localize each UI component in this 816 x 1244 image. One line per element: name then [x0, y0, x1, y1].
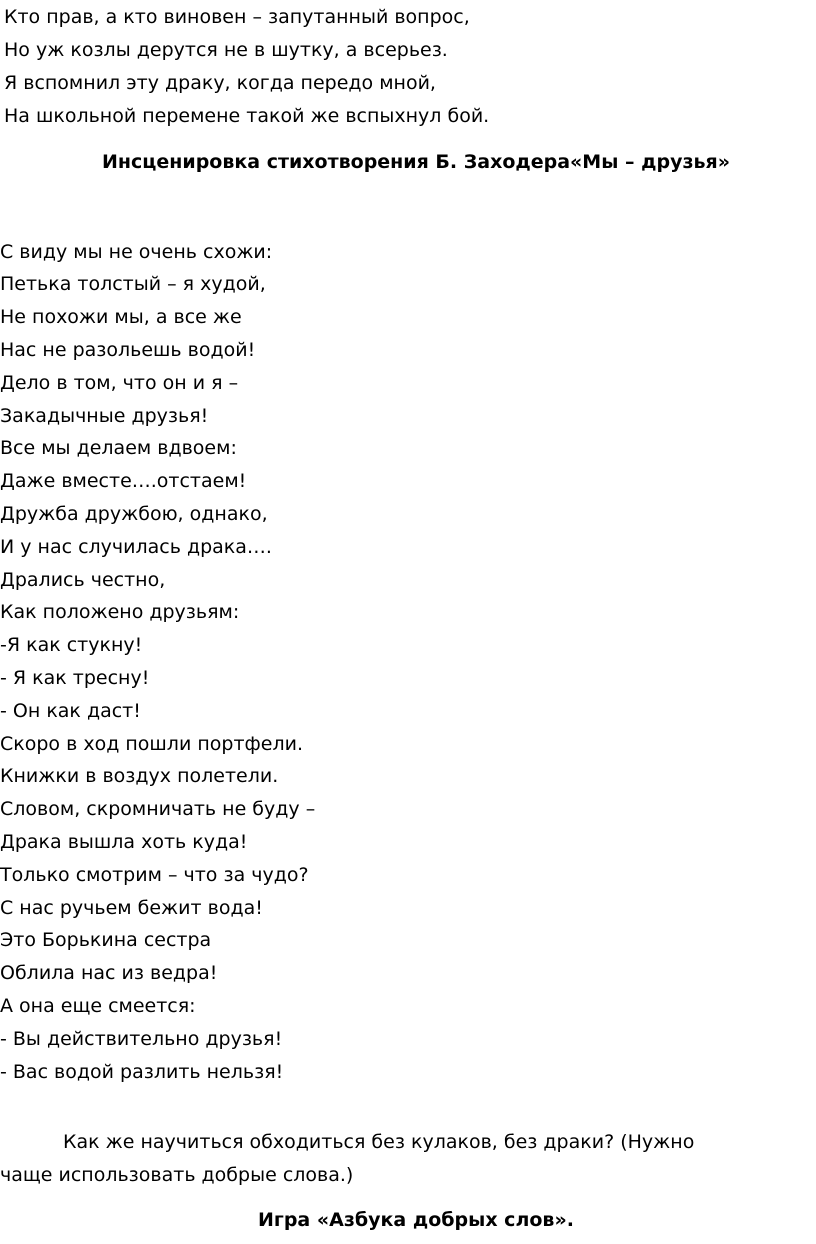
intro-line: Но уж козлы дерутся не в шутку, а всерьез.	[4, 39, 448, 61]
poem-line: - Вы действительно друзья!	[0, 1028, 283, 1050]
poem-line: - Он как даст!	[0, 700, 141, 722]
poem-line: Облила нас из ведра!	[0, 962, 218, 984]
poem-line: Это Борькина сестра	[0, 929, 212, 951]
poem-line: С нас ручьем бежит вода!	[0, 897, 263, 919]
poem-line: Нас не разольешь водой!	[0, 339, 256, 361]
poem-line: Закадычные друзья!	[0, 405, 209, 427]
poem-line: А она еще смеется:	[0, 995, 196, 1017]
question-line: Как же научиться обходиться без кулаков, без драки? (Нужно	[63, 1131, 695, 1153]
poem-line: Дружба дружбою, однако,	[0, 503, 268, 525]
intro-line: Кто прав, а кто виновен – запутанный вопрос,	[4, 6, 470, 28]
poem-line: Словом, скромничать не буду –	[0, 798, 316, 820]
poem-line: Петька толстый – я худой,	[0, 273, 266, 295]
poem-line: Не похожи мы, а все же	[0, 306, 242, 328]
poem-line: Скоро в ход пошли портфели.	[0, 733, 303, 755]
intro-line: На школьной перемене такой же вспыхнул бой.	[4, 105, 490, 127]
poem-line: Только смотрим – что за чудо?	[0, 864, 309, 886]
question-line: чаще использовать добрые слова.)	[0, 1164, 354, 1186]
poem-line: - Я как тресну!	[0, 667, 150, 689]
game-heading: Игра «Азбука добрых слов».	[258, 1209, 574, 1231]
poem-line: С виду мы не очень схожи:	[0, 241, 273, 263]
poem-line: Как положено друзьям:	[0, 601, 240, 623]
poem-line: Даже вместе….отстаем!	[0, 470, 247, 492]
poem-line: Дрались честно,	[0, 569, 166, 591]
poem-line: - Вас водой разлить нельзя!	[0, 1061, 284, 1083]
poem-line: Книжки в воздух полетели.	[0, 765, 279, 787]
poem-line: Все мы делаем вдвоем:	[0, 437, 237, 459]
poem-line: Дело в том, что он и я –	[0, 372, 239, 394]
poem-line: И у нас случилась драка….	[0, 536, 272, 558]
intro-line: Я вспомнил эту драку, когда передо мной,	[4, 72, 436, 94]
poem-line: Драка вышла хоть куда!	[0, 831, 248, 853]
section-heading: Инсценировка стихотворения Б. Заходера«Мы – друзья»	[102, 151, 730, 173]
poem-line: -Я как стукну!	[0, 634, 143, 656]
